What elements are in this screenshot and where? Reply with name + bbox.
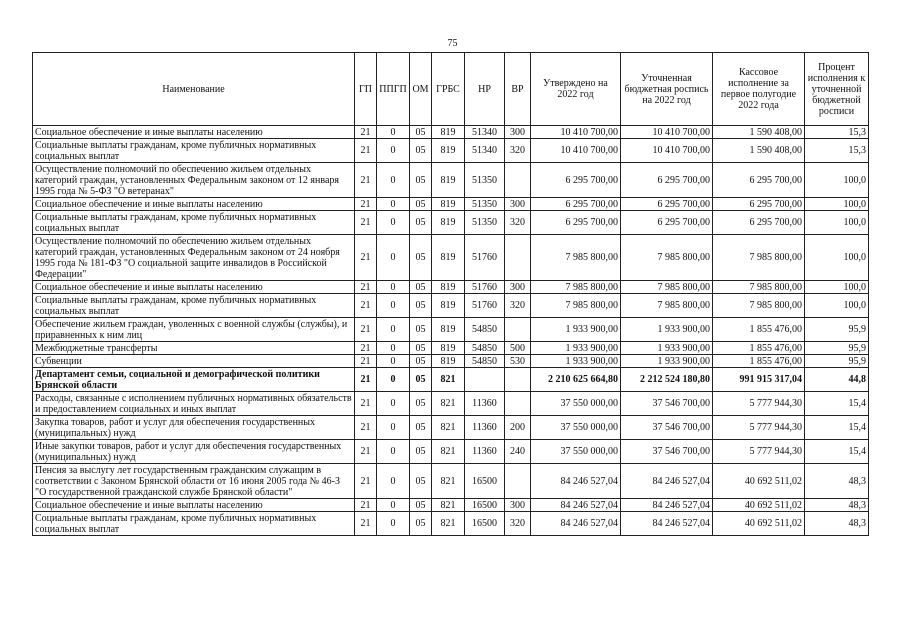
- om-cell: 05: [410, 235, 432, 281]
- table-row: [33, 416, 869, 440]
- row-name-cell: Социальное обеспечение и иные выплаты населению: [33, 499, 355, 512]
- ppgp-cell: 0: [377, 211, 410, 235]
- gp-cell: 21: [355, 139, 377, 163]
- grbs-cell: 821: [432, 499, 465, 512]
- refined-amount-cell: 1 933 900,00: [621, 355, 713, 368]
- table-row: [33, 440, 869, 464]
- ppgp-cell: 0: [377, 235, 410, 281]
- percent-cell: 95,9: [805, 318, 869, 342]
- row-name-cell: Расходы, связанные с исполнением публичных нормативных обязательств и предоставлением социальных и иных выплат: [33, 392, 355, 416]
- approved-amount-cell: 7 985 800,00: [531, 235, 621, 281]
- cash-execution-cell: 5 777 944,30: [713, 416, 805, 440]
- nr-cell: 11360: [465, 392, 505, 416]
- om-cell: 05: [410, 392, 432, 416]
- table-row: [33, 163, 869, 198]
- table-row: [33, 499, 869, 512]
- grbs-cell: 821: [432, 368, 465, 392]
- row-name-cell: Субвенции: [33, 355, 355, 368]
- gp-cell: 21: [355, 198, 377, 211]
- gp-cell: 21: [355, 281, 377, 294]
- percent-cell: 100,0: [805, 294, 869, 318]
- vr-cell: 300: [505, 198, 531, 211]
- row-name-cell: Закупка товаров, работ и услуг для обеспечения государственных (муниципальных) нужд: [33, 416, 355, 440]
- table-row: [33, 139, 869, 163]
- gp-cell: 21: [355, 499, 377, 512]
- gp-cell: 21: [355, 211, 377, 235]
- grbs-cell: 819: [432, 318, 465, 342]
- om-cell: 05: [410, 440, 432, 464]
- table-row: [33, 318, 869, 342]
- percent-cell: 100,0: [805, 198, 869, 211]
- ppgp-cell: 0: [377, 499, 410, 512]
- cash-execution-cell: 5 777 944,30: [713, 440, 805, 464]
- om-cell: 05: [410, 294, 432, 318]
- ppgp-cell: 0: [377, 163, 410, 198]
- ppgp-cell: 0: [377, 368, 410, 392]
- approved-amount-cell: 1 933 900,00: [531, 318, 621, 342]
- nr-cell: 51340: [465, 139, 505, 163]
- grbs-cell: 819: [432, 198, 465, 211]
- column-header: ППГП: [377, 53, 410, 126]
- approved-amount-cell: 2 210 625 664,80: [531, 368, 621, 392]
- cash-execution-cell: 7 985 800,00: [713, 294, 805, 318]
- ppgp-cell: 0: [377, 281, 410, 294]
- refined-amount-cell: 1 933 900,00: [621, 318, 713, 342]
- ppgp-cell: 0: [377, 318, 410, 342]
- cash-execution-cell: 1 855 476,00: [713, 318, 805, 342]
- gp-cell: 21: [355, 416, 377, 440]
- approved-amount-cell: 37 550 000,00: [531, 392, 621, 416]
- percent-cell: 48,3: [805, 464, 869, 499]
- refined-amount-cell: 7 985 800,00: [621, 294, 713, 318]
- nr-cell: 51350: [465, 163, 505, 198]
- ppgp-cell: 0: [377, 392, 410, 416]
- percent-cell: 44,8: [805, 368, 869, 392]
- table-row: [33, 198, 869, 211]
- grbs-cell: 819: [432, 163, 465, 198]
- om-cell: 05: [410, 499, 432, 512]
- approved-amount-cell: 84 246 527,04: [531, 464, 621, 499]
- gp-cell: 21: [355, 440, 377, 464]
- grbs-cell: 819: [432, 355, 465, 368]
- grbs-cell: 819: [432, 139, 465, 163]
- table-row: [33, 355, 869, 368]
- column-header: Кассовое исполнение за первое полугодие 2022 года: [713, 53, 805, 126]
- om-cell: 05: [410, 281, 432, 294]
- nr-cell: 11360: [465, 416, 505, 440]
- vr-cell: [505, 464, 531, 499]
- nr-cell: 11360: [465, 440, 505, 464]
- refined-amount-cell: 84 246 527,04: [621, 499, 713, 512]
- row-name-cell: Пенсия за выслугу лет государственным гражданским служащим в соответствии с Законом Брянской области от 16 июня 2005 года № 46-З "О государственной гражданской службе Брянской области": [33, 464, 355, 499]
- percent-cell: 48,3: [805, 512, 869, 536]
- column-header: ОМ: [410, 53, 432, 126]
- cash-execution-cell: 6 295 700,00: [713, 198, 805, 211]
- vr-cell: 200: [505, 416, 531, 440]
- column-header: Процент исполнения к уточненной бюджетной росписи: [805, 53, 869, 126]
- grbs-cell: 821: [432, 392, 465, 416]
- table-row: [33, 294, 869, 318]
- cash-execution-cell: 991 915 317,04: [713, 368, 805, 392]
- percent-cell: 95,9: [805, 355, 869, 368]
- percent-cell: 15,4: [805, 440, 869, 464]
- nr-cell: 51760: [465, 281, 505, 294]
- cash-execution-cell: 5 777 944,30: [713, 392, 805, 416]
- column-header: ГП: [355, 53, 377, 126]
- refined-amount-cell: 10 410 700,00: [621, 139, 713, 163]
- row-name-cell: Иные закупки товаров, работ и услуг для обеспечения государственных (муниципальных) нужд: [33, 440, 355, 464]
- approved-amount-cell: 37 550 000,00: [531, 440, 621, 464]
- row-name-cell: Социальное обеспечение и иные выплаты населению: [33, 126, 355, 139]
- gp-cell: 21: [355, 126, 377, 139]
- om-cell: 05: [410, 126, 432, 139]
- cash-execution-cell: 1 590 408,00: [713, 126, 805, 139]
- row-name-cell: Социальные выплаты гражданам, кроме публичных нормативных социальных выплат: [33, 211, 355, 235]
- approved-amount-cell: 7 985 800,00: [531, 281, 621, 294]
- grbs-cell: 819: [432, 235, 465, 281]
- refined-amount-cell: 7 985 800,00: [621, 281, 713, 294]
- row-name-cell: Осуществление полномочий по обеспечению жильем отдельных категорий граждан, установленных Федеральным законом от 12 января 1995 года № 5-ФЗ "О ветеранах": [33, 163, 355, 198]
- nr-cell: 51760: [465, 235, 505, 281]
- ppgp-cell: 0: [377, 342, 410, 355]
- om-cell: 05: [410, 355, 432, 368]
- vr-cell: 500: [505, 342, 531, 355]
- grbs-cell: 819: [432, 294, 465, 318]
- cash-execution-cell: 7 985 800,00: [713, 235, 805, 281]
- approved-amount-cell: 1 933 900,00: [531, 355, 621, 368]
- nr-cell: 54850: [465, 342, 505, 355]
- percent-cell: 15,4: [805, 392, 869, 416]
- grbs-cell: 819: [432, 126, 465, 139]
- table-row: [33, 211, 869, 235]
- ppgp-cell: 0: [377, 355, 410, 368]
- percent-cell: 100,0: [805, 163, 869, 198]
- ppgp-cell: 0: [377, 512, 410, 536]
- vr-cell: 320: [505, 139, 531, 163]
- refined-amount-cell: 7 985 800,00: [621, 235, 713, 281]
- approved-amount-cell: 84 246 527,04: [531, 499, 621, 512]
- table-row: [33, 368, 869, 392]
- percent-cell: 100,0: [805, 211, 869, 235]
- vr-cell: [505, 235, 531, 281]
- nr-cell: 51350: [465, 198, 505, 211]
- table-header-row: [33, 53, 869, 126]
- vr-cell: 530: [505, 355, 531, 368]
- gp-cell: 21: [355, 355, 377, 368]
- approved-amount-cell: 1 933 900,00: [531, 342, 621, 355]
- vr-cell: [505, 318, 531, 342]
- gp-cell: 21: [355, 235, 377, 281]
- percent-cell: 100,0: [805, 235, 869, 281]
- approved-amount-cell: 6 295 700,00: [531, 211, 621, 235]
- refined-amount-cell: 84 246 527,04: [621, 464, 713, 499]
- row-name-cell: Социальные выплаты гражданам, кроме публичных нормативных социальных выплат: [33, 294, 355, 318]
- refined-amount-cell: 84 246 527,04: [621, 512, 713, 536]
- om-cell: 05: [410, 368, 432, 392]
- approved-amount-cell: 84 246 527,04: [531, 512, 621, 536]
- nr-cell: 54850: [465, 355, 505, 368]
- nr-cell: 16500: [465, 512, 505, 536]
- row-name-cell: Департамент семьи, социальной и демографической политики Брянской области: [33, 368, 355, 392]
- nr-cell: 16500: [465, 464, 505, 499]
- gp-cell: 21: [355, 464, 377, 499]
- cash-execution-cell: 1 590 408,00: [713, 139, 805, 163]
- grbs-cell: 821: [432, 512, 465, 536]
- ppgp-cell: 0: [377, 440, 410, 464]
- row-name-cell: Социальное обеспечение и иные выплаты населению: [33, 198, 355, 211]
- vr-cell: 300: [505, 499, 531, 512]
- table-row: [33, 126, 869, 139]
- gp-cell: 21: [355, 342, 377, 355]
- column-header: ГРБС: [432, 53, 465, 126]
- ppgp-cell: 0: [377, 139, 410, 163]
- gp-cell: 21: [355, 392, 377, 416]
- cash-execution-cell: 1 855 476,00: [713, 355, 805, 368]
- ppgp-cell: 0: [377, 416, 410, 440]
- ppgp-cell: 0: [377, 126, 410, 139]
- om-cell: 05: [410, 464, 432, 499]
- row-name-cell: Межбюджетные трансферты: [33, 342, 355, 355]
- grbs-cell: 821: [432, 464, 465, 499]
- om-cell: 05: [410, 163, 432, 198]
- row-name-cell: Осуществление полномочий по обеспечению жильем отдельных категорий граждан, установленных Федеральным законом от 24 ноября 1995 года № 181-ФЗ "О социальной защите инвалидов в Российской Федерации": [33, 235, 355, 281]
- grbs-cell: 819: [432, 342, 465, 355]
- grbs-cell: 821: [432, 416, 465, 440]
- nr-cell: [465, 368, 505, 392]
- percent-cell: 48,3: [805, 499, 869, 512]
- table-row: [33, 464, 869, 499]
- table-row: [33, 235, 869, 281]
- refined-amount-cell: 37 546 700,00: [621, 440, 713, 464]
- refined-amount-cell: 6 295 700,00: [621, 211, 713, 235]
- nr-cell: 51340: [465, 126, 505, 139]
- row-name-cell: Социальные выплаты гражданам, кроме публичных нормативных социальных выплат: [33, 139, 355, 163]
- grbs-cell: 821: [432, 440, 465, 464]
- approved-amount-cell: 7 985 800,00: [531, 294, 621, 318]
- vr-cell: [505, 368, 531, 392]
- vr-cell: 240: [505, 440, 531, 464]
- refined-amount-cell: 37 546 700,00: [621, 416, 713, 440]
- cash-execution-cell: 6 295 700,00: [713, 211, 805, 235]
- table-row: [33, 512, 869, 536]
- cash-execution-cell: 40 692 511,02: [713, 464, 805, 499]
- row-name-cell: Социальные выплаты гражданам, кроме публичных нормативных социальных выплат: [33, 512, 355, 536]
- vr-cell: [505, 392, 531, 416]
- vr-cell: 320: [505, 294, 531, 318]
- column-header: ВР: [505, 53, 531, 126]
- grbs-cell: 819: [432, 211, 465, 235]
- table-row: [33, 281, 869, 294]
- gp-cell: 21: [355, 512, 377, 536]
- om-cell: 05: [410, 139, 432, 163]
- row-name-cell: Социальное обеспечение и иные выплаты населению: [33, 281, 355, 294]
- refined-amount-cell: 6 295 700,00: [621, 163, 713, 198]
- nr-cell: 54850: [465, 318, 505, 342]
- vr-cell: 300: [505, 281, 531, 294]
- column-header: Утверждено на 2022 год: [531, 53, 621, 126]
- column-header: Уточненная бюджетная роспись на 2022 год: [621, 53, 713, 126]
- om-cell: 05: [410, 342, 432, 355]
- refined-amount-cell: 10 410 700,00: [621, 126, 713, 139]
- column-header: Наименование: [33, 53, 355, 126]
- ppgp-cell: 0: [377, 464, 410, 499]
- om-cell: 05: [410, 318, 432, 342]
- ppgp-cell: 0: [377, 294, 410, 318]
- budget-execution-table: [32, 52, 869, 536]
- row-name-cell: Обеспечение жильем граждан, уволенных с военной службы (службы), и приравненных к ним лиц: [33, 318, 355, 342]
- approved-amount-cell: 37 550 000,00: [531, 416, 621, 440]
- refined-amount-cell: 1 933 900,00: [621, 342, 713, 355]
- table-row: [33, 342, 869, 355]
- ppgp-cell: 0: [377, 198, 410, 211]
- percent-cell: 95,9: [805, 342, 869, 355]
- gp-cell: 21: [355, 163, 377, 198]
- approved-amount-cell: 10 410 700,00: [531, 126, 621, 139]
- om-cell: 05: [410, 198, 432, 211]
- vr-cell: 320: [505, 512, 531, 536]
- percent-cell: 15,3: [805, 139, 869, 163]
- cash-execution-cell: 7 985 800,00: [713, 281, 805, 294]
- gp-cell: 21: [355, 368, 377, 392]
- percent-cell: 15,4: [805, 416, 869, 440]
- refined-amount-cell: 2 212 524 180,80: [621, 368, 713, 392]
- percent-cell: 100,0: [805, 281, 869, 294]
- vr-cell: 320: [505, 211, 531, 235]
- approved-amount-cell: 6 295 700,00: [531, 198, 621, 211]
- gp-cell: 21: [355, 318, 377, 342]
- grbs-cell: 819: [432, 281, 465, 294]
- cash-execution-cell: 40 692 511,02: [713, 499, 805, 512]
- om-cell: 05: [410, 512, 432, 536]
- refined-amount-cell: 37 546 700,00: [621, 392, 713, 416]
- table-row: [33, 392, 869, 416]
- nr-cell: 51350: [465, 211, 505, 235]
- column-header: НР: [465, 53, 505, 126]
- vr-cell: [505, 163, 531, 198]
- nr-cell: 16500: [465, 499, 505, 512]
- gp-cell: 21: [355, 294, 377, 318]
- page-number: 75: [447, 38, 458, 49]
- cash-execution-cell: 40 692 511,02: [713, 512, 805, 536]
- percent-cell: 15,3: [805, 126, 869, 139]
- cash-execution-cell: 6 295 700,00: [713, 163, 805, 198]
- vr-cell: 300: [505, 126, 531, 139]
- approved-amount-cell: 6 295 700,00: [531, 163, 621, 198]
- cash-execution-cell: 1 855 476,00: [713, 342, 805, 355]
- om-cell: 05: [410, 211, 432, 235]
- refined-amount-cell: 6 295 700,00: [621, 198, 713, 211]
- om-cell: 05: [410, 416, 432, 440]
- approved-amount-cell: 10 410 700,00: [531, 139, 621, 163]
- nr-cell: 51760: [465, 294, 505, 318]
